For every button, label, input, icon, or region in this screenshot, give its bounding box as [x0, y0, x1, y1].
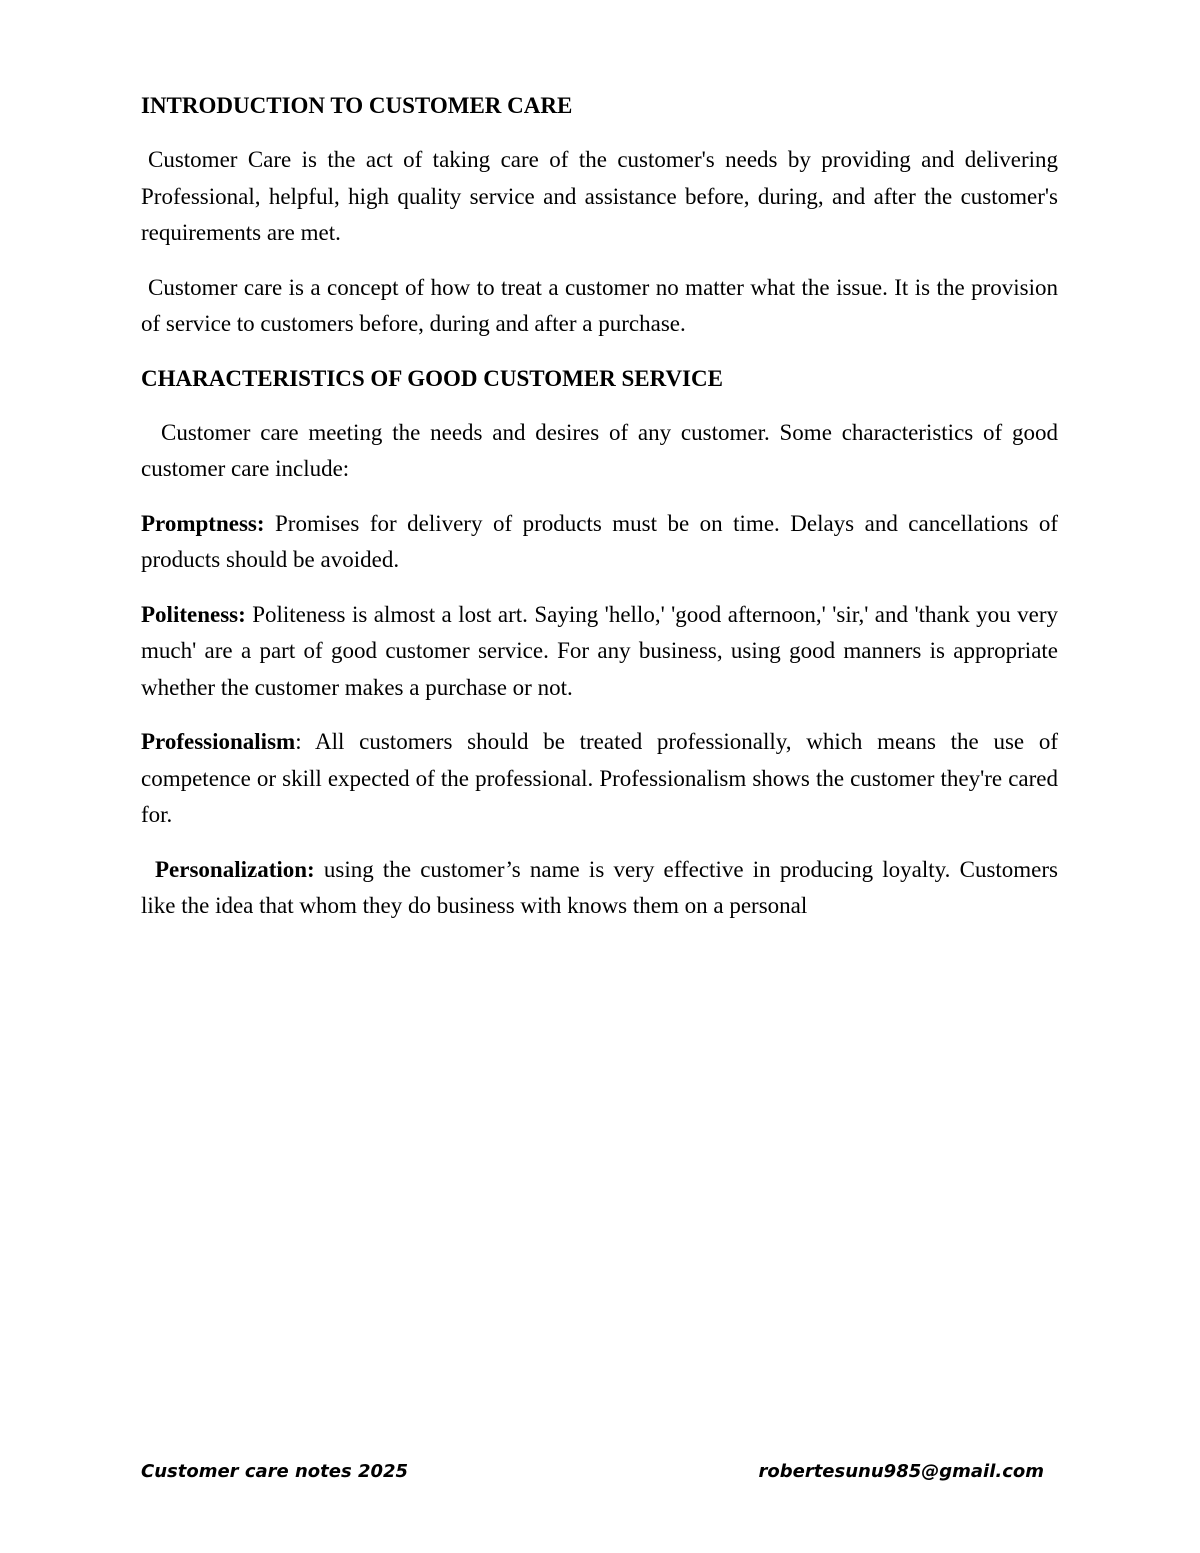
document-body	[141, 88, 1058, 943]
footer-title: Customer care notes 2025	[141, 1461, 409, 1482]
heading-introduction: INTRODUCTION TO CUSTOMER CARE	[141, 93, 573, 118]
text-politeness: Politeness is almost a lost art. Saying 'hello,' 'good afternoon,' 'sir,' and 'thank you very much' are a part of good customer service. For any business, using good manners is appropriate whether the customer makes a purchase or not.	[141, 601, 1058, 700]
text-promptness: Promises for delivery of products must be on time. Delays and cancellations of products should be avoided.	[141, 510, 1058, 572]
paragraph-characteristics-intro: Customer care meeting the needs and desires of any customer. Some characteristics of good customer care include:	[141, 419, 1058, 481]
item-promptness	[141, 506, 1058, 579]
item-professionalism	[141, 724, 1058, 834]
text-personalization: using the customer’s name is very effective in producing loyalty. Customers like the idea that whom they do business with knows them on a personal	[141, 856, 1058, 918]
paragraph-intro-concept: Customer care is a concept of how to treat a customer no matter what the issue. It is the provision of service to customers before, during and after a purchase.	[141, 274, 1058, 336]
term-promptness: Promptness:	[141, 510, 265, 536]
paragraph-intro-definition: Customer Care is the act of taking care of the customer's needs by providing and delivering Professional, helpful, high quality service and assistance before, during, and after the customer's requirements are met.	[141, 147, 1058, 245]
heading-characteristics: CHARACTERISTICS OF GOOD CUSTOMER SERVICE	[141, 365, 723, 391]
term-personalization: Personalization:	[155, 856, 315, 882]
text-professionalism: : All customers should be treated professionally, which means the use of competence or skill expected of the professional. Professionalism shows the customer they're cared for.	[141, 729, 1058, 827]
item-personalization	[141, 852, 1058, 925]
term-professionalism: Professionalism	[141, 729, 296, 754]
term-politeness: Politeness:	[141, 601, 246, 627]
footer-email: robertesunu985@gmail.com	[758, 1461, 1044, 1482]
item-politeness	[141, 597, 1058, 707]
page-footer	[141, 1458, 1044, 1486]
